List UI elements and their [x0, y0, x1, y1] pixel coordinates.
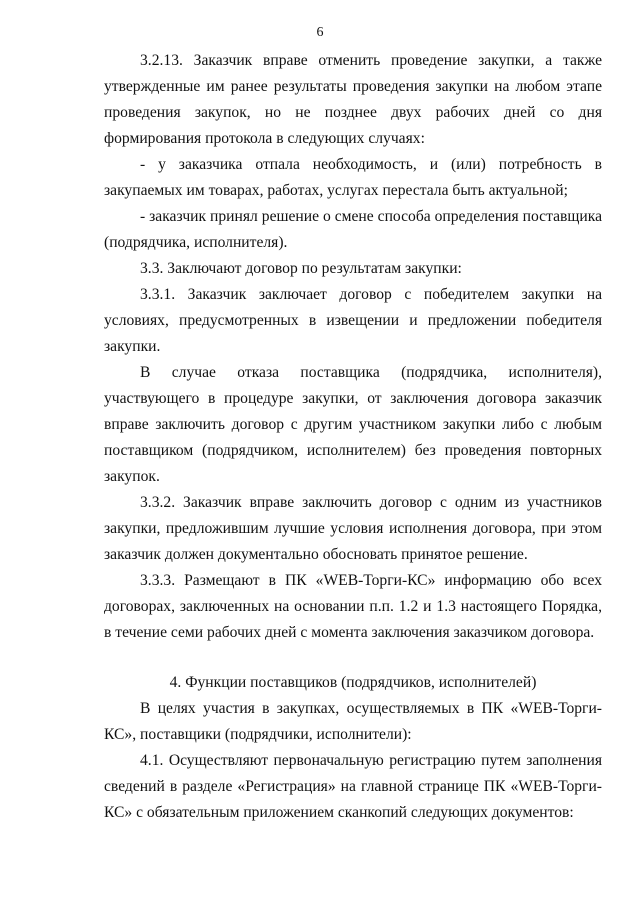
- paragraph-4-1: 4.1. Осуществляют первоначальную регистрацию путем заполнения сведений в разделе «Регистрация» на главной странице ПК «WEB-Торги-КС» с обязательным приложением сканкопий следующих документов:: [104, 752, 602, 821]
- paragraph-case-1: - у заказчика отпала необходимость, и (или) потребность в закупаемых им товарах, работах, услугах перестала быть актуальной;: [104, 156, 602, 199]
- paragraph-3-3-1: 3.3.1. Заказчик заключает договор с победителем закупки на условиях, предусмотренных в извещении и предложении победителя закупки.: [104, 286, 602, 355]
- paragraph-3-3-3: 3.3.3. Размещают в ПК «WEB-Торги-КС» информацию обо всех договорах, заключенных на основании п.п. 1.2 и 1.3 настоящего Порядка, в течение семи рабочих дней с момента заключения заказчиком договора.: [104, 572, 602, 641]
- page-content: [104, 48, 602, 826]
- paragraph-3-2-13: 3.2.13. Заказчик вправе отменить проведение закупки, а также утвержденные им ранее результаты проведения закупки на любом этапе проведения закупок, но не позднее двух рабочих дней со дня формирования протокола в следующих случаях:: [104, 52, 602, 147]
- page-number: 6: [316, 25, 324, 40]
- paragraph-participation: В целях участия в закупках, осуществляемых в ПК «WEB-Торги-КС», поставщики (подрядчики, исполнители):: [104, 700, 602, 743]
- paragraph-3-3: 3.3. Заключают договор по результатам закупки:: [140, 260, 462, 277]
- section-heading: 4. Функции поставщиков (подрядчиков, исполнителей): [169, 674, 537, 691]
- paragraph-case-2: - заказчик принял решение о смене способа определения поставщика (подрядчика, исполнителя).: [104, 208, 602, 251]
- paragraph-3-3-2: 3.3.2. Заказчик вправе заключить договор с одним из участников закупки, предложившим лучшие условия исполнения договора, при этом заказчик должен документально обосновать принятое решение.: [104, 494, 602, 563]
- paragraph-refusal: В случае отказа поставщика (подрядчика, исполнителя), участвующего в процедуре закупки, от заключения договора заказчик вправе заключить договор с другим участником закупки либо с любым поставщиком (подрядчиком, исполнителем) без проведения повторных закупок.: [104, 364, 602, 485]
